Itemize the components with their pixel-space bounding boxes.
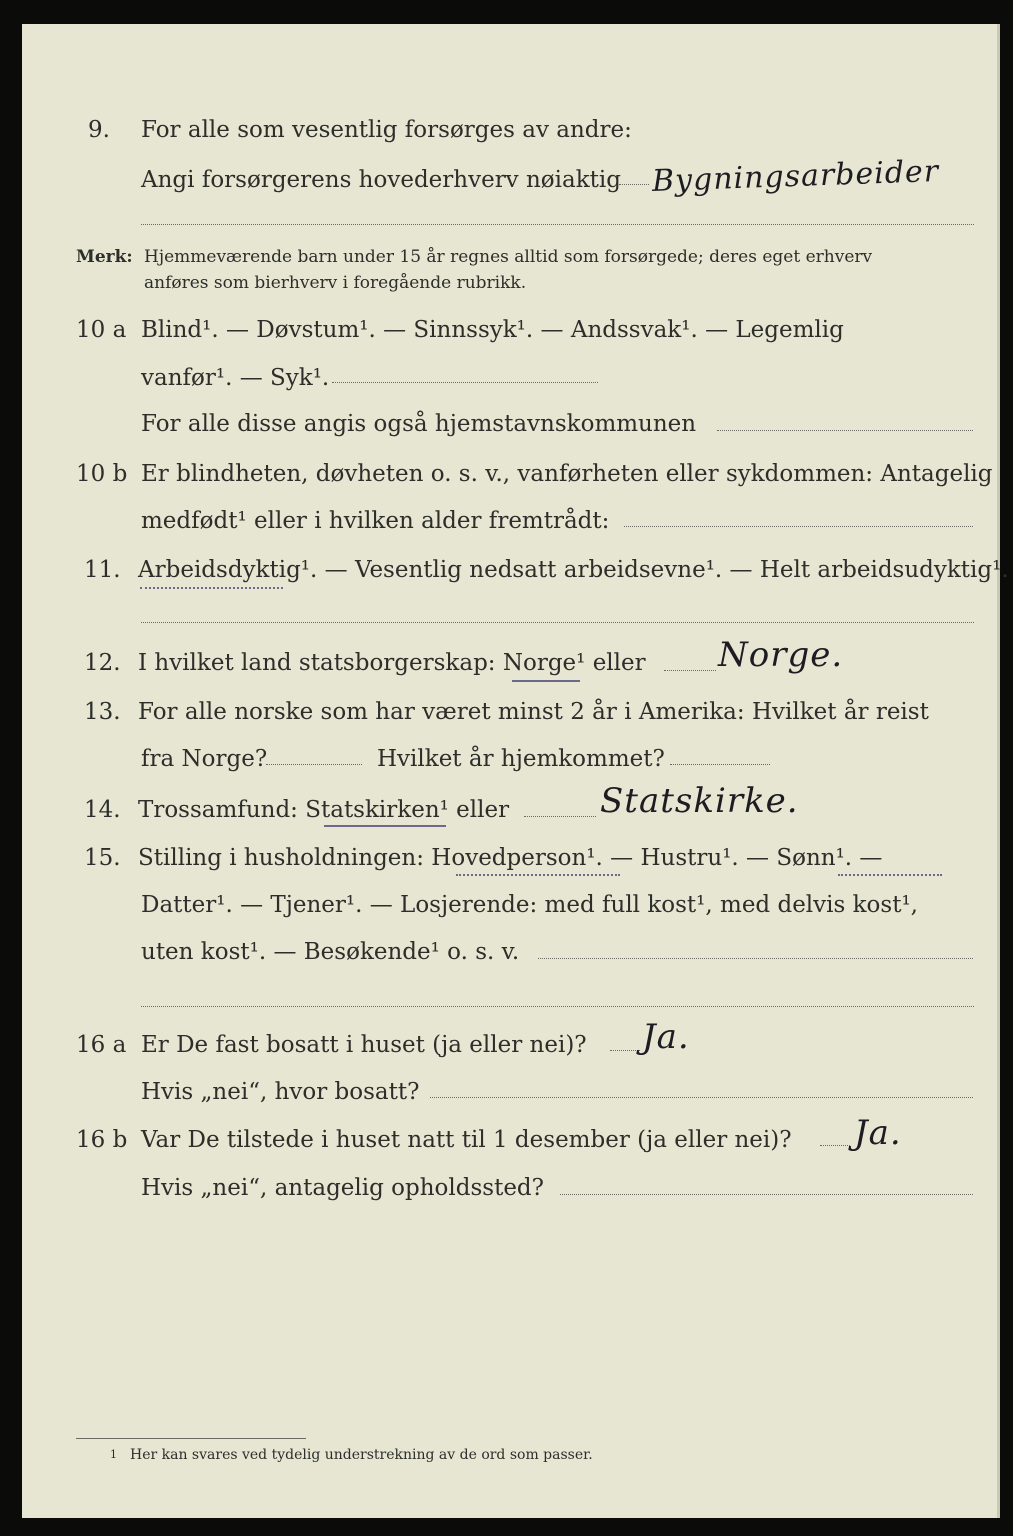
q12-number: 12. xyxy=(84,650,121,676)
q10a-number: 10 a xyxy=(76,317,127,343)
q15-sonn-mark xyxy=(838,871,942,876)
q16a-line2: Hvis „nei“, hvor bosatt? xyxy=(141,1079,420,1105)
q13-reist-field xyxy=(266,764,362,765)
q9-handwritten-answer: Bygningsarbeider xyxy=(651,154,940,199)
q9-line2: Angi forsørgerens hovederhverv nøiaktig xyxy=(141,167,621,193)
q15-line2: Datter¹. — Tjener¹. — Losjerende: med full kost¹, med delvis kost¹, xyxy=(141,892,918,918)
q11-underline-mark xyxy=(140,584,283,589)
q9-number: 9. xyxy=(88,117,110,143)
footnote-mark: 1 xyxy=(110,1448,117,1461)
q10b-field xyxy=(624,526,973,527)
q14-line1: Trossamfund: Statskirken¹ eller xyxy=(138,797,510,823)
q16b-handwritten-answer: Ja. xyxy=(854,1113,902,1153)
q9-line1: For alle som vesentlig forsørges av andre: xyxy=(141,117,632,143)
q12-underline-mark xyxy=(512,680,580,682)
q15-number: 15. xyxy=(84,845,121,871)
q12-handwritten-answer: Norge. xyxy=(718,635,844,675)
q10a-hjemstavn-field xyxy=(717,430,973,431)
q16b-number: 16 b xyxy=(76,1127,128,1153)
merk-line2: anføres som bierhverv i foregående rubrikk. xyxy=(144,273,527,293)
q10a-line1: Blind¹. — Døvstum¹. — Sinnssyk¹. — Andssvak¹. — Legemlig xyxy=(141,317,844,343)
q10a-syk-field xyxy=(332,382,598,383)
q11-line1: Arbeidsdyktig¹. — Vesentlig nedsatt arbeidsevne¹. — Helt arbeidsudyktig¹. xyxy=(138,557,1009,583)
q15-hovedperson-mark xyxy=(456,871,620,876)
q9-answer-field xyxy=(619,184,649,185)
q16a-field xyxy=(610,1050,640,1051)
q13-line1: For alle norske som har været minst 2 år i Amerika: Hvilket år reist xyxy=(138,699,929,725)
q14-number: 14. xyxy=(84,797,121,823)
q16a-handwritten-answer: Ja. xyxy=(642,1017,690,1057)
q16b-line2: Hvis „nei“, antagelig opholdssted? xyxy=(141,1175,544,1201)
separator-line xyxy=(141,622,974,623)
q12-line1: I hvilket land statsborgerskap: Norge¹ eller xyxy=(138,650,646,676)
q15-field xyxy=(538,958,973,959)
q13-line2b: Hvilket år hjemkommet? xyxy=(377,746,665,772)
footnote-rule xyxy=(76,1438,306,1439)
q16b-field xyxy=(820,1145,850,1146)
separator-line xyxy=(141,1006,974,1007)
q10b-line2: medfødt¹ eller i hvilken alder fremtrådt: xyxy=(141,508,610,534)
q13-hjemkommet-field xyxy=(670,764,770,765)
q15-line1: Stilling i husholdningen: Hovedperson¹. — Hustru¹. — Sønn¹. — xyxy=(138,845,883,871)
q14-handwritten-answer: Statskirke. xyxy=(600,781,799,821)
footnote-text: Her kan svares ved tydelig understrekning av de ord som passer. xyxy=(130,1447,593,1463)
q10b-number: 10 b xyxy=(76,461,128,487)
q13-line2a: fra Norge? xyxy=(141,746,268,772)
q16a-bosatt-field xyxy=(430,1097,973,1098)
q12-field xyxy=(664,670,716,671)
q11-number: 11. xyxy=(84,557,121,583)
q14-underline-mark xyxy=(324,825,446,827)
q15-line3: uten kost¹. — Besøkende¹ o. s. v. xyxy=(141,939,520,965)
q13-number: 13. xyxy=(84,699,121,725)
separator-line xyxy=(141,224,974,225)
merk-label: Merk: xyxy=(76,247,133,267)
q16b-opholdssted-field xyxy=(560,1194,973,1195)
q10b-line1: Er blindheten, døvheten o. s. v., vanførheten eller sykdommen: Antagelig xyxy=(141,461,993,487)
q10a-line3: For alle disse angis også hjemstavnskommunen xyxy=(141,411,697,437)
q10a-line2: vanfør¹. — Syk¹. xyxy=(141,365,330,391)
q16b-line1: Var De tilstede i huset natt til 1 desember (ja eller nei)? xyxy=(141,1127,792,1153)
q14-field xyxy=(524,816,596,817)
q16a-number: 16 a xyxy=(76,1032,127,1058)
merk-line1: Hjemmeværende barn under 15 år regnes alltid som forsørgede; deres eget erhverv xyxy=(144,247,873,267)
census-form-page xyxy=(22,24,1009,1518)
q16a-line1: Er De fast bosatt i huset (ja eller nei)? xyxy=(141,1032,587,1058)
